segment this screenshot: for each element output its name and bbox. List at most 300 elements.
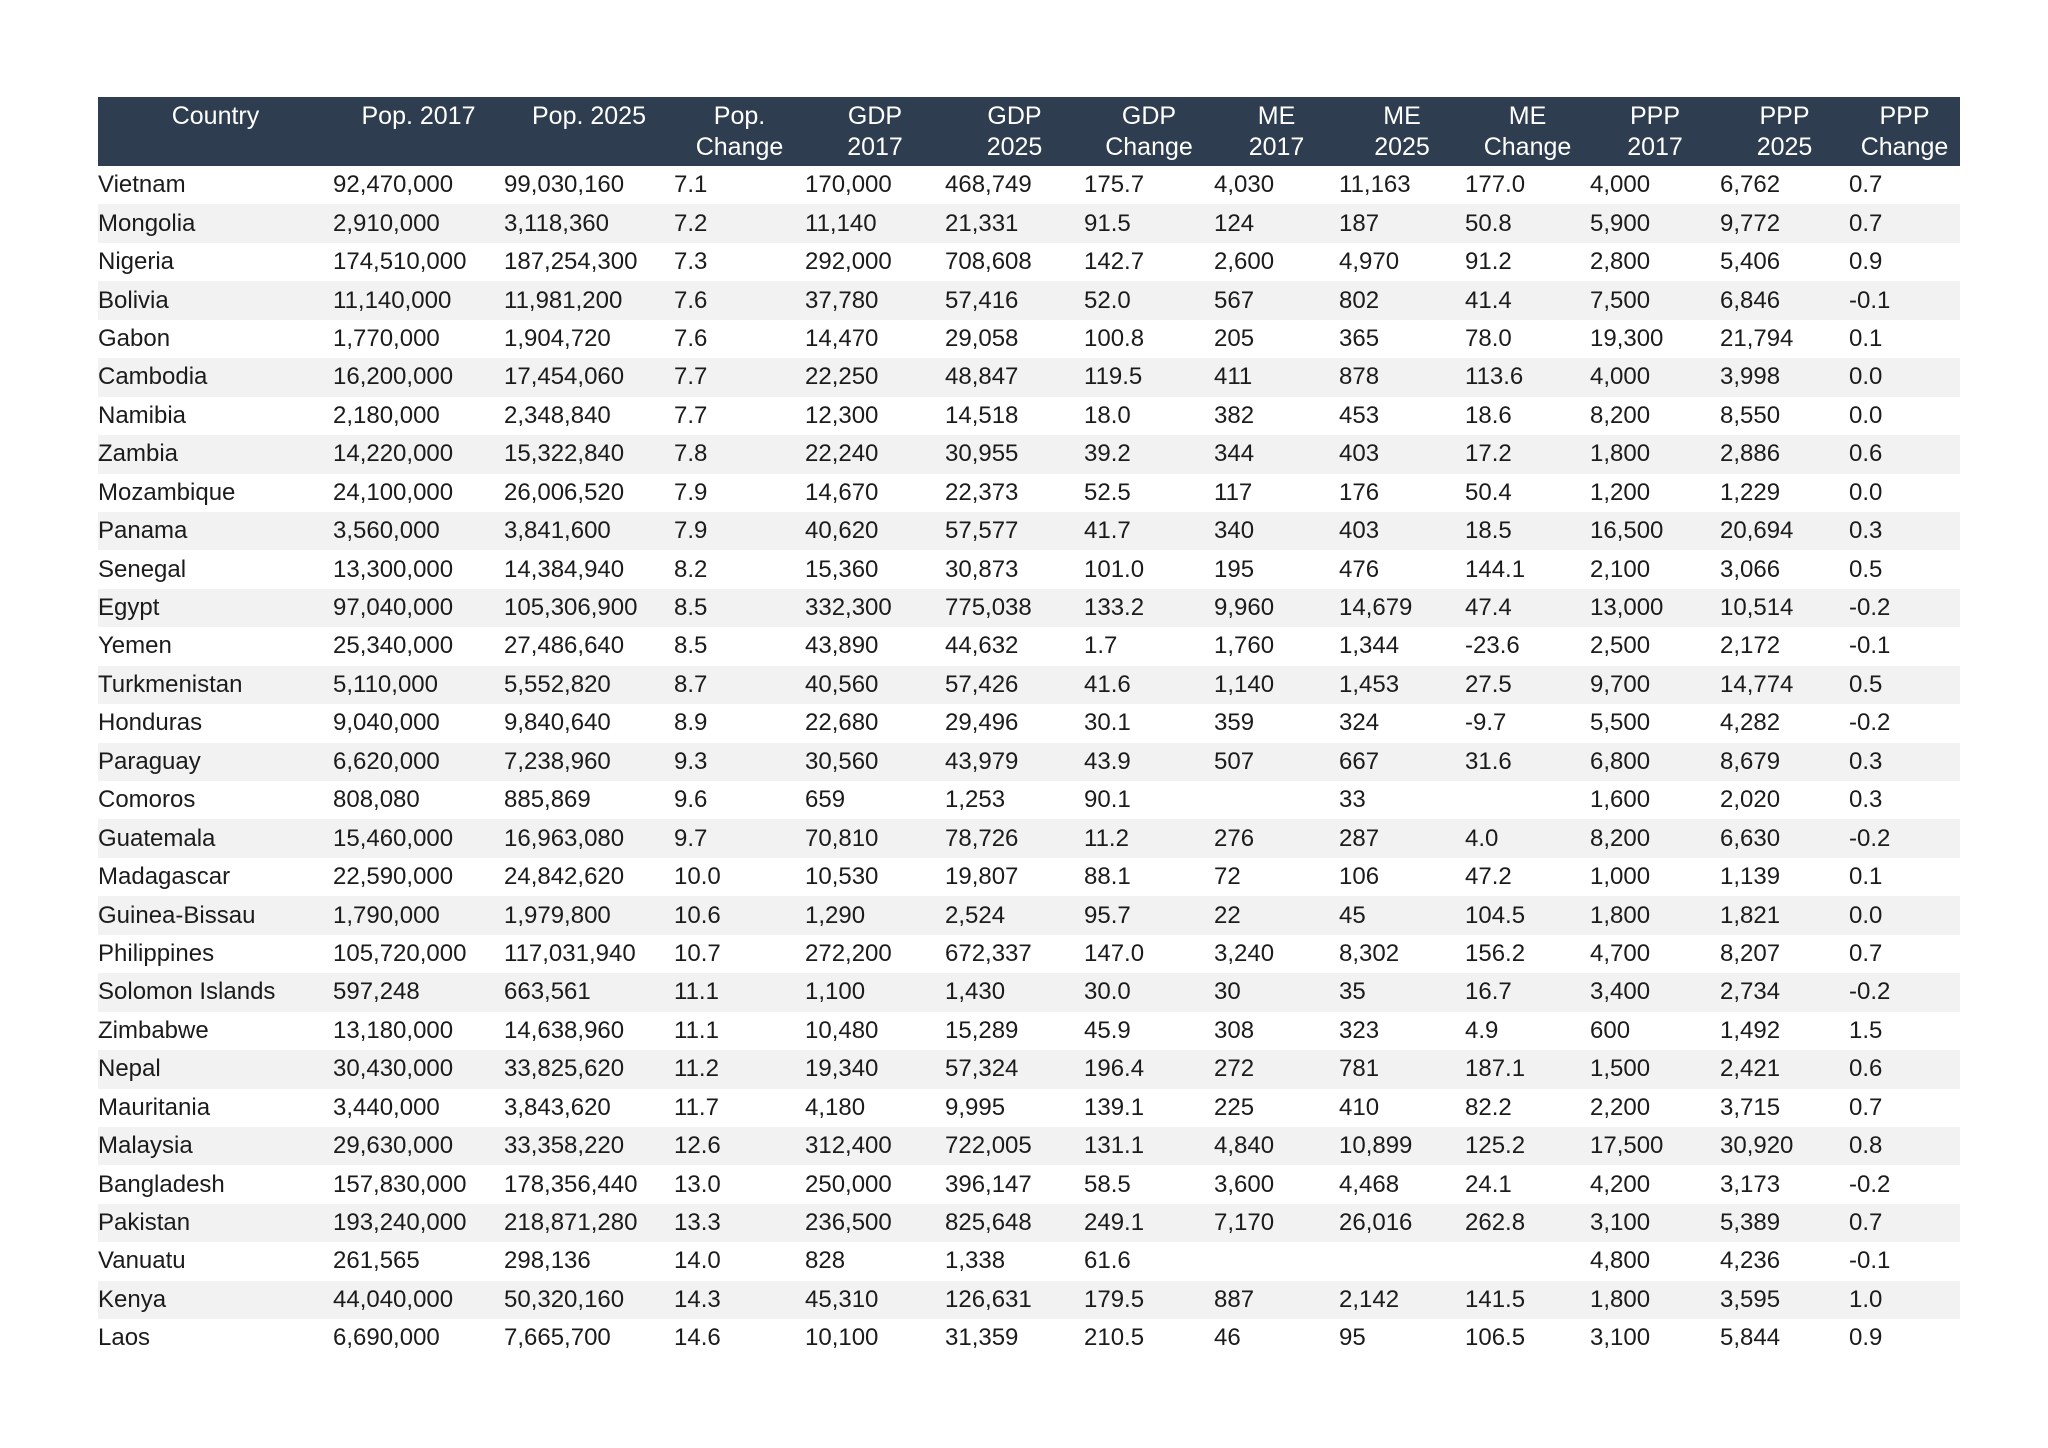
cell-pop-2025: 218,871,280 (504, 1204, 674, 1242)
cell-me-change: 262.8 (1465, 1204, 1590, 1242)
column-header-label: Pop. 2025 (532, 102, 646, 130)
cell-ppp-change: 1.0 (1849, 1281, 1960, 1319)
cell-ppp-2017: 3,100 (1590, 1204, 1720, 1242)
cell-pop-change: 7.2 (674, 204, 805, 242)
cell-me-2025: 4,468 (1339, 1165, 1465, 1203)
cell-gdp-2025: 825,648 (945, 1204, 1084, 1242)
cell-me-2025: 10,899 (1339, 1127, 1465, 1165)
cell-gdp-2017: 19,340 (805, 1050, 945, 1088)
cell-gdp-2025: 57,324 (945, 1050, 1084, 1088)
cell-me-2017: 4,030 (1214, 166, 1339, 204)
column-header-pop-2025 (504, 97, 674, 166)
cell-me-2025: 106 (1339, 858, 1465, 896)
cell-me-change: 187.1 (1465, 1050, 1590, 1088)
column-header-ppp-2025 (1720, 97, 1849, 166)
cell-gdp-2025: 31,359 (945, 1319, 1084, 1357)
column-header-label: Change (695, 133, 784, 161)
cell-ppp-2017: 1,600 (1590, 781, 1720, 819)
cell-gdp-2025: 2,524 (945, 896, 1084, 934)
cell-gdp-2025: 30,873 (945, 550, 1084, 588)
cell-gdp-2025: 1,338 (945, 1242, 1084, 1280)
cell-me-2025: 781 (1339, 1050, 1465, 1088)
cell-pop-2017: 15,460,000 (333, 819, 504, 857)
cell-ppp-2017: 4,800 (1590, 1242, 1720, 1280)
cell-pop-2017: 14,220,000 (333, 435, 504, 473)
cell-pop-2017: 11,140,000 (333, 281, 504, 319)
cell-country: Nepal (98, 1050, 333, 1088)
cell-pop-change: 7.8 (674, 435, 805, 473)
cell-country: Yemen (98, 627, 333, 665)
table-row (98, 973, 1960, 1011)
cell-ppp-2025: 6,762 (1720, 166, 1849, 204)
column-header-label: 2025 (986, 133, 1043, 161)
cell-pop-change: 11.7 (674, 1089, 805, 1127)
cell-ppp-2025: 1,821 (1720, 896, 1849, 934)
cell-pop-2025: 15,322,840 (504, 435, 674, 473)
cell-gdp-2017: 292,000 (805, 243, 945, 281)
cell-me-2017: 30 (1214, 973, 1339, 1011)
cell-me-change: 4.0 (1465, 819, 1590, 857)
cell-country: Gabon (98, 320, 333, 358)
cell-pop-change: 9.3 (674, 743, 805, 781)
column-header-label: PPP (1759, 102, 1810, 130)
cell-ppp-2025: 1,229 (1720, 474, 1849, 512)
cell-me-2017: 7,170 (1214, 1204, 1339, 1242)
cell-pop-2017: 808,080 (333, 781, 504, 819)
cell-pop-change: 14.0 (674, 1242, 805, 1280)
cell-pop-2017: 22,590,000 (333, 858, 504, 896)
cell-gdp-2025: 29,058 (945, 320, 1084, 358)
cell-ppp-change: -0.2 (1849, 973, 1960, 1011)
cell-me-change: 18.6 (1465, 397, 1590, 435)
cell-pop-2025: 105,306,900 (504, 589, 674, 627)
cell-pop-change: 7.7 (674, 397, 805, 435)
cell-me-2025: 453 (1339, 397, 1465, 435)
cell-ppp-2017: 2,500 (1590, 627, 1720, 665)
cell-ppp-2025: 6,630 (1720, 819, 1849, 857)
cell-country: Kenya (98, 1281, 333, 1319)
cell-gdp-change: 52.0 (1084, 281, 1214, 319)
cell-country: Mozambique (98, 474, 333, 512)
cell-country: Zambia (98, 435, 333, 473)
header-row (98, 97, 1960, 166)
table-row (98, 281, 1960, 319)
table-row (98, 743, 1960, 781)
cell-ppp-2025: 1,492 (1720, 1012, 1849, 1050)
cell-gdp-2025: 19,807 (945, 858, 1084, 896)
cell-pop-change: 14.6 (674, 1319, 805, 1357)
cell-pop-2017: 25,340,000 (333, 627, 504, 665)
cell-gdp-2017: 14,670 (805, 474, 945, 512)
column-header-gdp-change (1084, 97, 1214, 166)
cell-me-2017: 205 (1214, 320, 1339, 358)
cell-pop-change: 13.3 (674, 1204, 805, 1242)
cell-me-2025: 11,163 (1339, 166, 1465, 204)
cell-pop-2025: 1,904,720 (504, 320, 674, 358)
table-body (98, 166, 1960, 1358)
cell-gdp-2025: 1,253 (945, 781, 1084, 819)
cell-gdp-change: 249.1 (1084, 1204, 1214, 1242)
cell-country: Mauritania (98, 1089, 333, 1127)
cell-ppp-2025: 3,595 (1720, 1281, 1849, 1319)
cell-pop-2025: 187,254,300 (504, 243, 674, 281)
cell-gdp-change: 91.5 (1084, 204, 1214, 242)
cell-gdp-2025: 78,726 (945, 819, 1084, 857)
cell-gdp-change: 18.0 (1084, 397, 1214, 435)
cell-pop-change: 8.2 (674, 550, 805, 588)
table-row (98, 1281, 1960, 1319)
cell-ppp-change: 0.0 (1849, 397, 1960, 435)
cell-me-change: 78.0 (1465, 320, 1590, 358)
column-header-gdp-2025 (945, 97, 1084, 166)
cell-gdp-2017: 828 (805, 1242, 945, 1280)
cell-pop-change: 14.3 (674, 1281, 805, 1319)
cell-ppp-2017: 1,500 (1590, 1050, 1720, 1088)
cell-me-2017: 3,240 (1214, 935, 1339, 973)
cell-me-2017: 272 (1214, 1050, 1339, 1088)
table-row (98, 550, 1960, 588)
cell-pop-2017: 16,200,000 (333, 358, 504, 396)
cell-pop-2025: 33,358,220 (504, 1127, 674, 1165)
cell-gdp-2017: 22,680 (805, 704, 945, 742)
cell-ppp-change: 0.7 (1849, 166, 1960, 204)
table-row (98, 1127, 1960, 1165)
table-row (98, 589, 1960, 627)
cell-pop-change: 11.2 (674, 1050, 805, 1088)
cell-country: Vanuatu (98, 1242, 333, 1280)
cell-country: Laos (98, 1319, 333, 1357)
cell-pop-2025: 26,006,520 (504, 474, 674, 512)
cell-pop-change: 9.7 (674, 819, 805, 857)
cell-gdp-2017: 659 (805, 781, 945, 819)
cell-pop-2025: 3,843,620 (504, 1089, 674, 1127)
cell-gdp-change: 58.5 (1084, 1165, 1214, 1203)
cell-ppp-2017: 4,000 (1590, 358, 1720, 396)
table-row (98, 474, 1960, 512)
column-header-label: GDP (1121, 102, 1177, 130)
cell-pop-2025: 7,665,700 (504, 1319, 674, 1357)
cell-gdp-2017: 1,100 (805, 973, 945, 1011)
table-header (98, 97, 1960, 166)
cell-country: Madagascar (98, 858, 333, 896)
cell-ppp-change: 0.5 (1849, 550, 1960, 588)
cell-gdp-2025: 14,518 (945, 397, 1084, 435)
cell-pop-change: 7.3 (674, 243, 805, 281)
cell-pop-2025: 99,030,160 (504, 166, 674, 204)
cell-me-change (1465, 1242, 1590, 1280)
table-row (98, 512, 1960, 550)
cell-ppp-2025: 8,207 (1720, 935, 1849, 973)
cell-ppp-change: -0.2 (1849, 1165, 1960, 1203)
cell-pop-2017: 261,565 (333, 1242, 504, 1280)
cell-ppp-2025: 2,886 (1720, 435, 1849, 473)
cell-country: Cambodia (98, 358, 333, 396)
cell-gdp-change: 45.9 (1084, 1012, 1214, 1050)
cell-pop-change: 8.5 (674, 589, 805, 627)
cell-gdp-2017: 14,470 (805, 320, 945, 358)
cell-me-change: 16.7 (1465, 973, 1590, 1011)
column-header-label: 2025 (1374, 133, 1430, 161)
cell-me-2025: 187 (1339, 204, 1465, 242)
cell-me-2017 (1214, 1242, 1339, 1280)
column-header-ppp-2017 (1590, 97, 1720, 166)
cell-pop-change: 10.0 (674, 858, 805, 896)
cell-me-2025: 1,344 (1339, 627, 1465, 665)
cell-ppp-2025: 3,173 (1720, 1165, 1849, 1203)
cell-pop-2017: 92,470,000 (333, 166, 504, 204)
cell-gdp-2017: 236,500 (805, 1204, 945, 1242)
cell-me-2025: 667 (1339, 743, 1465, 781)
cell-pop-2025: 50,320,160 (504, 1281, 674, 1319)
cell-pop-2017: 5,110,000 (333, 666, 504, 704)
cell-me-change: 4.9 (1465, 1012, 1590, 1050)
cell-country: Honduras (98, 704, 333, 742)
cell-gdp-2017: 15,360 (805, 550, 945, 588)
cell-me-change: 47.2 (1465, 858, 1590, 896)
cell-pop-2025: 663,561 (504, 973, 674, 1011)
cell-me-2025: 403 (1339, 512, 1465, 550)
cell-gdp-2017: 10,480 (805, 1012, 945, 1050)
cell-gdp-2017: 22,240 (805, 435, 945, 473)
cell-ppp-2017: 5,500 (1590, 704, 1720, 742)
cell-pop-change: 11.1 (674, 1012, 805, 1050)
cell-ppp-change: -0.1 (1849, 627, 1960, 665)
cell-ppp-change: 0.6 (1849, 435, 1960, 473)
table-row (98, 896, 1960, 934)
cell-country: Guinea-Bissau (98, 896, 333, 934)
cell-gdp-change: 95.7 (1084, 896, 1214, 934)
cell-pop-2025: 11,981,200 (504, 281, 674, 319)
cell-ppp-2025: 8,550 (1720, 397, 1849, 435)
cell-me-2017: 3,600 (1214, 1165, 1339, 1203)
cell-me-change: 141.5 (1465, 1281, 1590, 1319)
cell-gdp-2025: 57,577 (945, 512, 1084, 550)
cell-me-2025: 14,679 (1339, 589, 1465, 627)
cell-country: Bangladesh (98, 1165, 333, 1203)
cell-me-2025 (1339, 1242, 1465, 1280)
cell-gdp-change: 30.0 (1084, 973, 1214, 1011)
cell-country: Panama (98, 512, 333, 550)
cell-pop-2017: 597,248 (333, 973, 504, 1011)
cell-ppp-change: 0.7 (1849, 935, 1960, 973)
cell-pop-2017: 193,240,000 (333, 1204, 504, 1242)
cell-me-2017: 22 (1214, 896, 1339, 934)
cell-me-2025: 26,016 (1339, 1204, 1465, 1242)
cell-ppp-2025: 5,389 (1720, 1204, 1849, 1242)
cell-country: Zimbabwe (98, 1012, 333, 1050)
cell-pop-change: 9.6 (674, 781, 805, 819)
cell-ppp-change: 0.0 (1849, 896, 1960, 934)
cell-gdp-change: 210.5 (1084, 1319, 1214, 1357)
cell-me-change: 144.1 (1465, 550, 1590, 588)
cell-gdp-change: 101.0 (1084, 550, 1214, 588)
cell-gdp-change: 41.6 (1084, 666, 1214, 704)
cell-pop-2017: 1,770,000 (333, 320, 504, 358)
cell-gdp-change: 43.9 (1084, 743, 1214, 781)
cell-gdp-2017: 170,000 (805, 166, 945, 204)
cell-ppp-2025: 4,236 (1720, 1242, 1849, 1280)
cell-me-2017: 507 (1214, 743, 1339, 781)
cell-ppp-2025: 10,514 (1720, 589, 1849, 627)
cell-gdp-2025: 722,005 (945, 1127, 1084, 1165)
cell-ppp-2025: 2,020 (1720, 781, 1849, 819)
cell-ppp-2025: 3,066 (1720, 550, 1849, 588)
cell-me-change: 106.5 (1465, 1319, 1590, 1357)
cell-gdp-2025: 396,147 (945, 1165, 1084, 1203)
cell-ppp-change: 0.5 (1849, 666, 1960, 704)
cell-ppp-change: 0.1 (1849, 320, 1960, 358)
cell-ppp-change: 0.7 (1849, 1089, 1960, 1127)
cell-gdp-2025: 57,416 (945, 281, 1084, 319)
cell-pop-2025: 2,348,840 (504, 397, 674, 435)
cell-gdp-change: 11.2 (1084, 819, 1214, 857)
table-row (98, 1165, 1960, 1203)
cell-me-2025: 1,453 (1339, 666, 1465, 704)
cell-ppp-2025: 3,998 (1720, 358, 1849, 396)
cell-ppp-2017: 1,200 (1590, 474, 1720, 512)
cell-me-2017: 567 (1214, 281, 1339, 319)
cell-gdp-2025: 43,979 (945, 743, 1084, 781)
cell-gdp-change: 1.7 (1084, 627, 1214, 665)
column-header-me-2025 (1339, 97, 1465, 166)
cell-gdp-2017: 43,890 (805, 627, 945, 665)
cell-pop-2017: 1,790,000 (333, 896, 504, 934)
cell-pop-2025: 9,840,640 (504, 704, 674, 742)
cell-me-2017: 2,600 (1214, 243, 1339, 281)
cell-me-change: -9.7 (1465, 704, 1590, 742)
cell-ppp-change: 0.0 (1849, 358, 1960, 396)
cell-me-2025: 410 (1339, 1089, 1465, 1127)
cell-ppp-2025: 6,846 (1720, 281, 1849, 319)
cell-ppp-change: 0.3 (1849, 743, 1960, 781)
column-header-label: ME (1257, 102, 1296, 130)
cell-me-2025: 365 (1339, 320, 1465, 358)
cell-gdp-2025: 22,373 (945, 474, 1084, 512)
cell-me-change: -23.6 (1465, 627, 1590, 665)
cell-country: Turkmenistan (98, 666, 333, 704)
cell-pop-2025: 33,825,620 (504, 1050, 674, 1088)
cell-me-2025: 403 (1339, 435, 1465, 473)
table-row (98, 320, 1960, 358)
cell-ppp-2025: 20,694 (1720, 512, 1849, 550)
cell-gdp-2025: 708,608 (945, 243, 1084, 281)
cell-pop-change: 7.6 (674, 281, 805, 319)
cell-gdp-2017: 22,250 (805, 358, 945, 396)
cell-gdp-2025: 44,632 (945, 627, 1084, 665)
table-row (98, 435, 1960, 473)
cell-me-2025: 287 (1339, 819, 1465, 857)
cell-me-2025: 35 (1339, 973, 1465, 1011)
column-header-ppp-change (1849, 97, 1960, 166)
cell-me-change: 50.4 (1465, 474, 1590, 512)
cell-country: Nigeria (98, 243, 333, 281)
table-row (98, 1050, 1960, 1088)
cell-country: Vietnam (98, 166, 333, 204)
cell-ppp-2025: 2,421 (1720, 1050, 1849, 1088)
cell-ppp-2025: 9,772 (1720, 204, 1849, 242)
cell-gdp-2017: 1,290 (805, 896, 945, 934)
cell-me-change: 50.8 (1465, 204, 1590, 242)
table-row (98, 858, 1960, 896)
cell-pop-change: 8.9 (674, 704, 805, 742)
cell-pop-2025: 16,963,080 (504, 819, 674, 857)
cell-gdp-2017: 40,560 (805, 666, 945, 704)
cell-ppp-2025: 30,920 (1720, 1127, 1849, 1165)
table-row (98, 204, 1960, 242)
cell-me-change: 24.1 (1465, 1165, 1590, 1203)
cell-ppp-2017: 5,900 (1590, 204, 1720, 242)
cell-me-2025: 33 (1339, 781, 1465, 819)
cell-ppp-2017: 4,700 (1590, 935, 1720, 973)
cell-pop-change: 7.6 (674, 320, 805, 358)
cell-ppp-change: 0.0 (1849, 474, 1960, 512)
cell-me-2025: 2,142 (1339, 1281, 1465, 1319)
cell-pop-2017: 2,910,000 (333, 204, 504, 242)
cell-gdp-2017: 332,300 (805, 589, 945, 627)
cell-gdp-2025: 57,426 (945, 666, 1084, 704)
cell-country: Philippines (98, 935, 333, 973)
cell-me-2017: 382 (1214, 397, 1339, 435)
cell-ppp-2017: 8,200 (1590, 819, 1720, 857)
cell-gdp-change: 133.2 (1084, 589, 1214, 627)
cell-country: Bolivia (98, 281, 333, 319)
column-header-pop-2017 (333, 97, 504, 166)
table-row (98, 1204, 1960, 1242)
cell-ppp-change: 0.7 (1849, 1204, 1960, 1242)
cell-gdp-change: 100.8 (1084, 320, 1214, 358)
cell-gdp-2025: 30,955 (945, 435, 1084, 473)
cell-pop-2025: 178,356,440 (504, 1165, 674, 1203)
cell-gdp-change: 88.1 (1084, 858, 1214, 896)
cell-ppp-change: 0.3 (1849, 781, 1960, 819)
cell-pop-2017: 3,560,000 (333, 512, 504, 550)
cell-pop-2017: 3,440,000 (333, 1089, 504, 1127)
cell-me-change: 82.2 (1465, 1089, 1590, 1127)
column-header-label: Country (171, 102, 260, 130)
cell-gdp-2025: 15,289 (945, 1012, 1084, 1050)
column-header-label: 2017 (1627, 133, 1683, 161)
table-row (98, 819, 1960, 857)
cell-country: Solomon Islands (98, 973, 333, 1011)
cell-gdp-2017: 11,140 (805, 204, 945, 242)
cell-gdp-change: 142.7 (1084, 243, 1214, 281)
cell-pop-2017: 2,180,000 (333, 397, 504, 435)
cell-pop-change: 7.7 (674, 358, 805, 396)
cell-gdp-change: 175.7 (1084, 166, 1214, 204)
cell-me-2025: 324 (1339, 704, 1465, 742)
cell-pop-2025: 5,552,820 (504, 666, 674, 704)
cell-me-2017: 195 (1214, 550, 1339, 588)
cell-country: Comoros (98, 781, 333, 819)
cell-ppp-2017: 3,400 (1590, 973, 1720, 1011)
cell-gdp-change: 41.7 (1084, 512, 1214, 550)
cell-me-2025: 176 (1339, 474, 1465, 512)
cell-country: Paraguay (98, 743, 333, 781)
cell-ppp-change: 0.1 (1849, 858, 1960, 896)
cell-ppp-change: -0.2 (1849, 819, 1960, 857)
cell-me-change (1465, 781, 1590, 819)
cell-gdp-2017: 10,530 (805, 858, 945, 896)
cell-me-change: 47.4 (1465, 589, 1590, 627)
cell-gdp-change: 90.1 (1084, 781, 1214, 819)
cell-me-2025: 476 (1339, 550, 1465, 588)
column-header-me-change (1465, 97, 1590, 166)
cell-country: Malaysia (98, 1127, 333, 1165)
table-row (98, 243, 1960, 281)
table-row (98, 166, 1960, 204)
cell-pop-2017: 6,690,000 (333, 1319, 504, 1357)
cell-pop-change: 10.6 (674, 896, 805, 934)
